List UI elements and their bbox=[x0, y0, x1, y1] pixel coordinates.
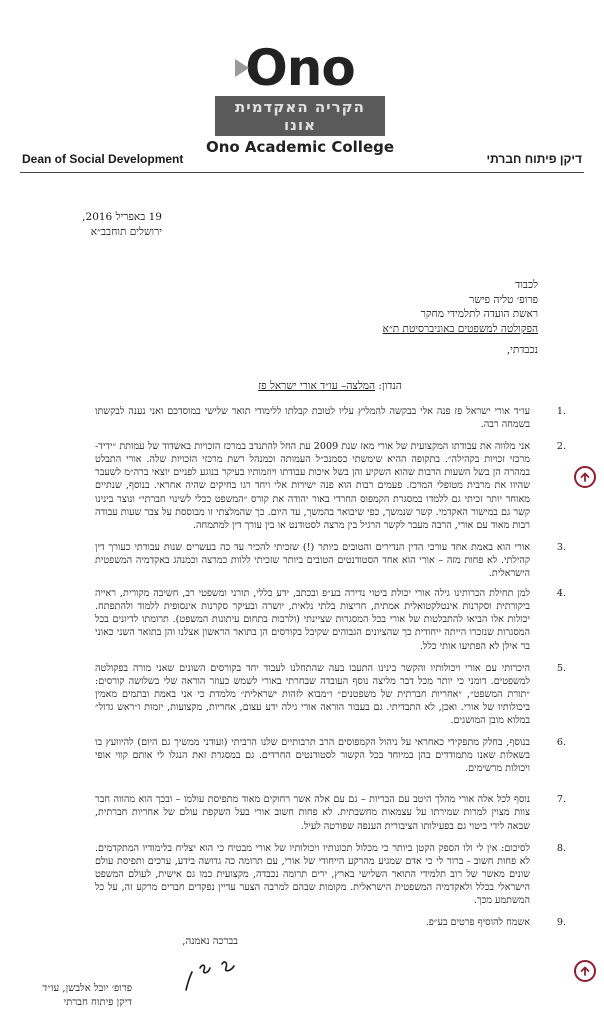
department-hebrew: דיקן פיתוח חברתי bbox=[486, 152, 582, 166]
signer-name: פרופ׳ יובל אלבשן, עו״ד bbox=[42, 983, 132, 994]
paragraph-text: לסיכום: אין לי ולו הספק הקטן ביותר כי מכלול תכונותיו ויכולותיו של אורי מבטיח כי הוא יצליח בלימודיו המתקדמים. לא פחות חשוב - ברור לי כי אדם שמגיע מהרקע הייחודי של אורי, עם תרומה כה גדושה בידע, ערכים ותפיסת עולם שונים מאשר של רוב תלמידי התואר השלישי בארץ, ירים תרומה נכבדה, מקצועית כמו גם אישית, לעולם המשפט הישראלי בכלל ולאקדמיה המשפטית הישראלית. מקומות שבהם למרבה הצער עדיין נפקדים חברים מרקע זה, על כל המשתמע מכך. bbox=[95, 842, 530, 906]
paragraph bbox=[95, 842, 572, 907]
paragraph-number: .8 bbox=[556, 842, 566, 854]
subject-value: המלצה– עו״ד אורי ישראל פז bbox=[258, 380, 376, 392]
subject-line bbox=[180, 380, 480, 392]
addressee-block bbox=[238, 278, 538, 336]
logo-hebrew-name: הקריה האקדמית אונו bbox=[215, 96, 385, 136]
paragraph-number: .3 bbox=[556, 541, 566, 553]
paragraph-number: .7 bbox=[556, 794, 566, 806]
date-line: 19 באפריל 2016, bbox=[82, 211, 162, 223]
logo-english-name: Ono Academic College bbox=[205, 138, 395, 156]
signer-title: דיקן פיתוח חברתי bbox=[63, 997, 132, 1008]
addressee-name: פרופ׳ טליה פישר bbox=[469, 293, 538, 306]
arrow-up-circle-icon bbox=[579, 471, 591, 483]
paragraph bbox=[95, 405, 572, 431]
addressee-role: ראשת הועדה לתלמידי מחקר bbox=[420, 308, 538, 320]
arrow-up-circle-icon bbox=[579, 965, 591, 977]
addressee-institution: הפקולטה למשפטים באוניברסיטת ת״א bbox=[382, 322, 538, 335]
department-english: Dean of Social Development bbox=[22, 152, 184, 166]
letterhead-department-row bbox=[20, 150, 584, 173]
paragraph-number: .1 bbox=[556, 406, 566, 417]
paragraph bbox=[95, 793, 572, 832]
signer-block bbox=[12, 982, 132, 1010]
paragraph bbox=[95, 587, 572, 652]
paragraph-number: .9 bbox=[556, 917, 566, 929]
paragraph bbox=[95, 662, 572, 727]
closing-line: בברכה נאמנה, bbox=[182, 936, 238, 947]
paragraph-text: בנוסף, בחלק מתפקידי כאחראי על ניהול הקמפוסים הרב תרבותיים שלנו הרביתי (ועודני ממשיך גם היום) להיוועץ בו בשאלות שאנו מתמודדים בהן במיוחד בכל הקשור לסטודנטים החרדים. גם במסגרת זאת הנגלו לי אותם קווי אופי ויכולות מרשימים. bbox=[95, 737, 530, 775]
paragraph-number: .6 bbox=[556, 737, 566, 749]
college-logo bbox=[205, 39, 395, 156]
paragraph bbox=[95, 916, 572, 929]
paragraph-number: .2 bbox=[556, 441, 566, 453]
subject-label: הנדון: bbox=[375, 380, 402, 392]
paragraph bbox=[95, 541, 572, 580]
addressee-honorific: לכבוד bbox=[515, 279, 538, 291]
paragraph-text: אורי הוא באמת אחד עורכי הדין הנדירים והטובים ביותר (!) שזכיתי להכיר עד כה בעשרים שנות עבודתי כעורך דין קהילתי. לא פחות מזה – אורי הוא אחד הסטודנטים הטובים ביותר שזכיתי ללוות כמרצה וכמנהג באקדמיה המשפטית הישראלית. bbox=[95, 541, 530, 580]
scroll-top-button[interactable] bbox=[574, 466, 596, 488]
paragraph-number: .4 bbox=[556, 588, 566, 600]
paragraph-text: היכרותי עם אורי ויכולותיו והקשר בינינו התעבו בעה שהתחלנו לעבוד יחד בקורסים השונים שאני מורה בפקולטה למשפטים. דומני כי יותר מכל דבר מליצה נוסף העובדה שבחרתי באורי לשמש כעוזר הוראה שלי בשלושה קורסים: ״תורת המשפט״, ״אחריות חברתית של משפטנים״ ו״מבוא לזהות ישראלית״ מלמדת כי אני באמת ובתמים מאמין ביכולותיו של אורי. ואכן, לא התבדיתי. גם בעבור הוראה אורי גילה ידע עצום, אחריות, מקצועות, יזמות ו״ראש גדול״ במלוא מובן המושגים. bbox=[95, 662, 530, 726]
location-line: ירושלים תוחבב״א bbox=[90, 226, 162, 238]
paragraph-text: אני מלווה את עבודתו המקצועית של אורי מאז שנת 2009 עת החל להתנדב במרכז הזכויות באשדוד של עמותת ״ידיד- מרכזי זכויות בקהילה״. בתקופה ההיא שימשתי כסמנכ״ל העמותה וכמנהל רשת מרכזי הזכויות שלה. אורי התבלט במהרה הן בשל השעות הרבות שהוא השקיע והן בשל איכות עבודתו ויוזמותיו בעיקר בנוגע לפניים יוצאי ברה״מ לשעבר שהיוו את מרבית מטופלי המרכז. פעמים רבות הוא פנה ישירות אלי ויחד רגו בחיקים שהיה אחראי. בנוסף, שנתיים מאוחר יותר זכיתי גם ללמדו במסגרת הקמפוס החרדי באור יהודה את קורס ״המשפט ככלי לשינוי חברתי״ ונוצר בינינו קשר גם במישור האקדמי. קשר שנמשך, כפי שיבואר בהמשך, עד היום. כך שהמלצתי זו מבוססת על צבר שעות עבודה רבות מאוד עם אורי, הרבה מעבר לקשר הרגיל בין מרצה לסטודנט או בין עורך דין למתמחה. bbox=[95, 441, 530, 531]
handwritten-signature bbox=[178, 954, 248, 994]
logo-wordmark: Ono bbox=[205, 42, 395, 94]
greeting: נכבדתי, bbox=[506, 344, 538, 356]
logo-play-icon bbox=[235, 59, 249, 77]
scroll-top-button[interactable] bbox=[574, 960, 596, 982]
letter-date bbox=[2, 210, 162, 240]
paragraph-number: .5 bbox=[556, 662, 566, 674]
paragraph-text: עו״ד אורי ישראל פז פנה אלי בבקשה להמליץ עליו לטובת קבלתו ללימודי תואר שלישי במוסדכם ואני נענה לבקשתו בשמחה רבה. bbox=[95, 406, 530, 431]
letter-body bbox=[95, 396, 572, 929]
paragraph-text: אשמח להוסיף פרטים בע״פ. bbox=[425, 917, 530, 929]
paragraph bbox=[95, 736, 572, 775]
paragraph-text: נוסף לכל אלה אורי מהלך היטב עם הבריות – גם עם אלה אשר רחוקים מאוד מתפיסת עולמו – ובכך הוא מהווה חבר צוות מצוין למרות שמירתו על עצמאות מחשבתית. לא פחות חשוב אורי בעל השקפת עולם של אחריות חברתית, שבאה לידי ביטוי גם בפעילותו הציבורית הענפה שפורטה לעיל. bbox=[95, 794, 530, 832]
paragraph bbox=[95, 440, 572, 532]
paragraph-text: למן תחילת הכרותינו גילה אורי יכולת ביטוי נדירה בע״פ ובכתב, ידע כללי, תורני ומשפטי רב, חשיבה מקורית, ראייה ביקורתית וסקרנות אינטלקטואלית אמתית, חריצות בלתי נלאית, יושרה ובעיקר סקרנות אינסופית ללמוד ולהתפתח. יכולות אלו הביאו להתבלטות של אורי בכל המסגרות שציינתי (ולרבות בתחום עיתונות המשפט). תרומתו לדיונים בכל המסגרות שנזכרו הייתה ייחודית כך שהציונים הגבוהים שקיבל בקורסים הן בתואר הראשון אצלנו והן בתואר השני כאוני בר אילן לא הפתיעו אותי כלל. bbox=[95, 588, 530, 652]
